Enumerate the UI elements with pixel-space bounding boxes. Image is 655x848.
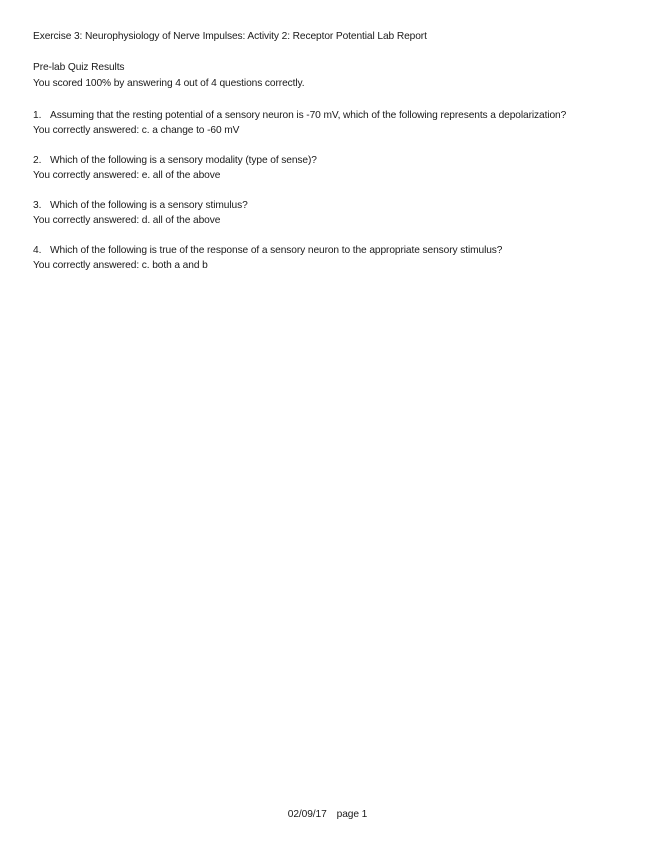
question-text-line <box>33 153 633 168</box>
question-text: Assuming that the resting potential of a sensory neuron is -70 mV, which of the following represents a depolarization? <box>50 110 567 121</box>
quiz-score-summary: You scored 100% by answering 4 out of 4 questions correctly. <box>33 78 305 89</box>
question-text-line <box>33 243 633 258</box>
question-item <box>33 243 633 273</box>
question-text-line <box>33 198 633 213</box>
question-list <box>33 108 633 288</box>
answer-text: You correctly answered: d. all of the above <box>33 215 221 226</box>
answer-text: You correctly answered: e. all of the above <box>33 170 221 181</box>
question-text: Which of the following is a sensory modality (type of sense)? <box>50 155 317 166</box>
question-number: 1. <box>33 110 42 121</box>
prelab-quiz-heading: Pre-lab Quiz Results <box>33 62 125 73</box>
question-number: 2. <box>33 155 42 166</box>
question-number: 3. <box>33 200 42 211</box>
question-item <box>33 108 633 138</box>
question-text: Which of the following is a sensory stimulus? <box>50 200 248 211</box>
question-item <box>33 198 633 228</box>
footer-date: 02/09/17 <box>287 809 327 820</box>
footer-page-number: page 1 <box>336 809 368 820</box>
report-title: Exercise 3: Neurophysiology of Nerve Impulses: Activity 2: Receptor Potential Lab Report <box>33 31 427 42</box>
question-number: 4. <box>33 245 42 256</box>
question-item <box>33 153 633 183</box>
page-footer <box>0 809 655 820</box>
question-text: Which of the following is true of the response of a sensory neuron to the appropriate sensory stimulus? <box>50 245 503 256</box>
answer-text: You correctly answered: c. a change to -60 mV <box>33 125 240 136</box>
answer-text: You correctly answered: c. both a and b <box>33 260 208 271</box>
question-text-line <box>33 108 633 123</box>
